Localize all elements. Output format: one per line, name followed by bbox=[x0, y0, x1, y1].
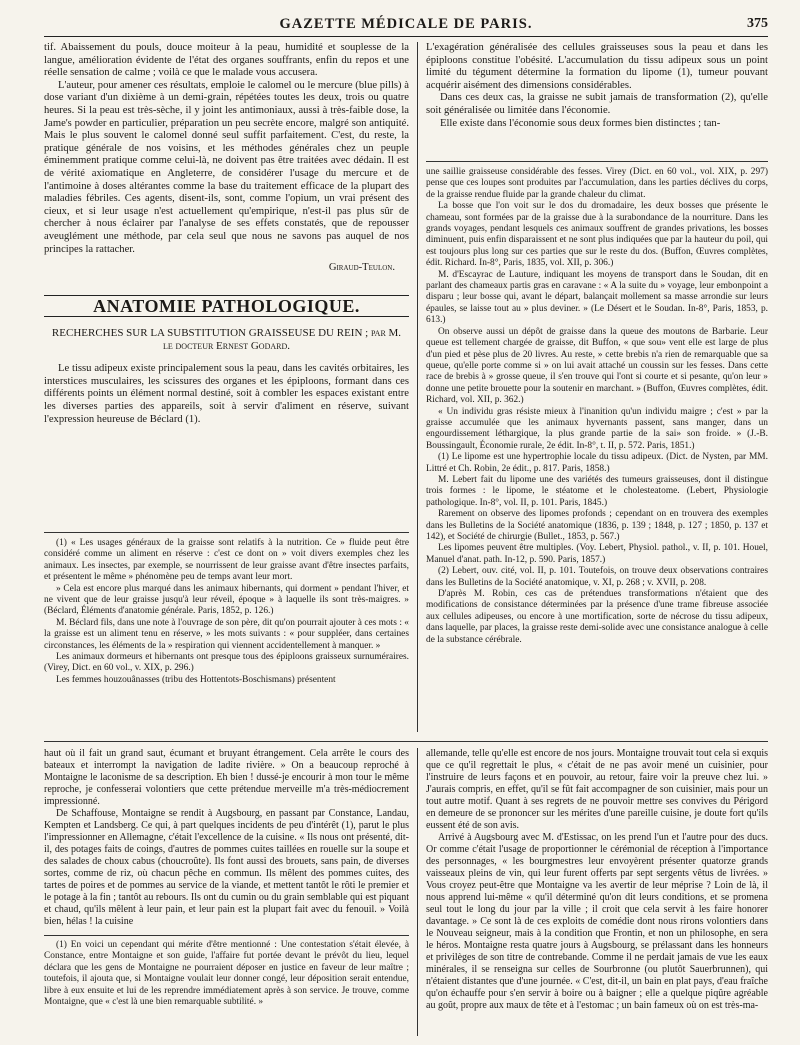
footnote: « Un individu gras résiste mieux à l'inanition qu'un individu maigre ; c'est » par la graisse accumulée que les animaux hyvernants passent, sans manger, dans un engourdissement léthargique, la plus grande partie de la sai» son froide. » (J.-B. Boussingault, Économie rurale, 2e édit. In-8°, t. II, p. 572. Paris, 1851.) bbox=[426, 406, 768, 451]
left-column bbox=[44, 42, 409, 532]
footnote: Rarement on observe des lipomes profonds ; cependant on en trouvera des exemples dans les Bulletins de la Société anatomique (1836, p. 139 ; 1848, p. 127 ; 1850, p. 137 et 142), et Société de chirurgie (Bullet., 1853, p. 567.) bbox=[426, 509, 768, 542]
column-rule-lower bbox=[417, 748, 418, 1036]
note-rule-left bbox=[44, 532, 409, 533]
footnote: Les lipomes peuvent être multiples. (Voy. Lebert, Physiol. pathol., v. II, p. 101. Houel, Manuel d'anat. path. In-12, p. 590. Paris, 1857.) bbox=[426, 543, 768, 565]
note-rule-right bbox=[426, 161, 768, 162]
footnote: La bosse que l'on voit sur le dos du dromadaire, les deux bosses que présente le chameau, sont formées par de la graisse due à la surabondance de la nourriture. Dans les grands voyages, pendant lesquels ces animaux souffrent de grandes privations, les bosses diminuent, puis enfin disparaissent et ne sont plus indiquées que par la hauteur du poil, qui est toujours plus long sur ces parties que sur le reste du dos. (Buffon, Œuvres complètes, édit. Richard. In-8°, Paris, 1835, vol. XII, p. 306.) bbox=[426, 201, 768, 269]
page-number: 375 bbox=[747, 16, 768, 31]
footnote: M. Lebert fait du lipome une des variétés des tumeurs graisseuses, dont il distingue trois formes : le lipome, le stéatome et le cholesteatome. (Lebert, Physiologie pathologique. In-8°, vol. II, p. 101. Paris, 1845.) bbox=[426, 474, 768, 508]
paragraph: allemande, telle qu'elle est encore de nos jours. Montaigne trouvait tout cela si exquis que ce qu'il regrettait le plus, « c'était de ne pas avoir mené un cuisinier, pour l'instruire de leurs façons et en pouvoir, au retour, faire voir la preuve chez lui. » J'aurais compris, en effet, qu'il se fût fait accompagner de son cuisinier, mais pour un tout autre motif. Quant à ses regrets de ne pouvoir mettre ses convives du Périgord en demeure de se prononcer sur les mérites d'une pareille cuisine, je doute fort qu'ils eussent été de son avis. bbox=[426, 748, 768, 831]
footnote: » Cela est encore plus marqué dans les animaux hibernants, qui dorment » pendant l'hiver, et ne vivent que de leur graisse jusqu'à leur réveil, époque » à laquelle ils sont très-maigres. » (Béclard, Éléments d'anatomie générale. Paris, 1852, p. 126.) bbox=[44, 583, 409, 617]
paragraph: Dans ces deux cas, la graisse ne subit jamais de transformation (2), qu'elle soit généralisée ou limitée dans l'économie. bbox=[426, 92, 768, 116]
note-rule-bottom-left bbox=[44, 935, 409, 936]
feuilleton-left bbox=[44, 748, 409, 932]
footnote: Les femmes houzouânasses (tribu des Hottentots-Boschismans) présentent bbox=[56, 674, 336, 685]
footnote: (2) Lebert, ouv. cité, vol. II, p. 101. Toutefois, on trouve deux observations contraires dans les Bulletins de la Société anatomique, v. XI, p. 268 ; v. XVII, p. 208. bbox=[426, 566, 768, 588]
running-header bbox=[44, 14, 768, 37]
feuilleton-right bbox=[426, 748, 768, 1038]
footnote: (1) « Les usages généraux de la graisse sont relatifs à la nutrition. Ce » fluide peut être considéré comme un aliment en réserve : c'est ce dont on » voit divers exemples chez les animaux. Les insectes, par exemple, se nourrissent de leur graisse avant d'être insectes parfaits, et présentent le même » phénomène peu de temps avant leur mort. bbox=[44, 538, 409, 583]
footnote: une saillie graisseuse considérable des fesses. Virey (Dict. en 60 vol., vol. XIX, p. 297) pense que ces loupes sont produites par l'accumulation, dans les parties déclives du corps, de la graisse rendue fluide par la grande chaleur du climat. bbox=[426, 167, 768, 200]
right-column bbox=[426, 42, 768, 156]
paragraph: L'exagération généralisée des cellules graisseuses sous la peau et dans les épiploons constitue l'obésité. L'accumulation du tissu adipeux sous un point limité du tégument détermine la formation du lipome (1), tumeur pouvant acquérir aisément des dimensions considérables. bbox=[426, 42, 768, 91]
footnote: D'après M. Robin, ces cas de prétendues transformations n'étaient que des modifications de consistance déterminées par la présence d'une trame fibreuse associée aux cellules adipeuses, ou encore à une mortification, sorte de nécrose du tissu adipeux, dans laquelle, par places, la graisse reste demi-solide avec une consistance analogue à celle de la substance cérébrale. bbox=[426, 589, 768, 645]
journal-title: GAZETTE MÉDICALE DE PARIS. bbox=[279, 16, 533, 32]
right-footnotes bbox=[426, 167, 768, 735]
article-subtitle: RECHERCHES SUR LA SUBSTITUTION GRAISSEUSE DU REIN ; par M. le docteur Ernest Godard. bbox=[51, 327, 402, 353]
footnote: (1) En voici un cependant qui mérite d'être mentionné : Une contestation s'était élevée, à Constance, entre Montaigne et son guide, l'affaire fut portée devant le prévôt du lieu, lequel déclara que les gens de Montaigne ne pourraient déposer en justice en faveur de leur maître ; toutefois, il ajouta que, si Montaigne voulait leur donner congé, leur déposition serait entendue, libre à eux ensuite et lui de les reprendre immédiatement après à son service. Je trouve, comme Montaigne, que « c'est là une bien remarquable subtilité. » bbox=[44, 940, 409, 1008]
horizontal-rule bbox=[44, 741, 768, 742]
footnote: On observe aussi un dépôt de graisse dans la queue des moutons de Barbarie. Leur queue est tellement chargée de graisse, dit Buffon, « que sou» vent elle est large de plus d'un pied et pèse plus de 20 livres. Au reste, » cette brebis n'a rien de remarquable que sa queue, qu'elle porte comme si » on lui avait attaché un coussin sur les fesses. Dans cette race de brebis à » grosse queue, il s'en trouve qui l'ont si courte et si pesante, qu'on leur » donne une petite brouette pour la soutenir en marchant. » (Buffon, Œuvres complètes, édit. Richard, vol. XII, p. 362.) bbox=[426, 326, 768, 406]
footnote: (1) Le lipome est une hypertrophie locale du tissu adipeux. (Dict. de Nysten, par MM. Littré et Ch. Robin, 2e édit., p. 817. Paris, 1858.) bbox=[426, 452, 768, 474]
paragraph: Arrivé à Augsbourg avec M. d'Estissac, on les prend l'un et l'autre pour des ducs. Or comme c'était l'usage de proportionner le cérémonial de réception à l'importance des personnages, « les bourgmestres leur envoyèrent présenter quatorze grands vaisseaux pleins de vin, qui leur furent offerts par sept sergents vêtus de livrées. » Vous croyez peut-être que Montaigne va les avertir de leur méprise ? Loin de là, il nous apprend lui-même « qu'il déterminé qu'on dit leurs conditions, et se promena seul tout le long du jour par la ville ; il croit que cela servit à les faire honorer davantage. » Ce sont là de ces exploits de comédie dont nous rirons volontiers dans le Nouveau seigneur, mais à la condition que Frontin, et non un philosophe, en sera le héros. Montaigne resta quatre jours à Augsbourg, se prélassant dans les honneurs et privilèges de son titre de contrebande. Comme il ne perdait jamais de vue les eaux minérales, il se renseigna sur celles de Sourbronne (ou plutôt Sauerbrunnen), qui n'étaient distantes que d'une journée. « C'est, dit-il, un bain en plat pays, d'eau fraîche qu'on échauffe pour s'en servir à boire ou à baigner ; elle a quelque piqûre agréable au goût, propre aux maux de tête et à l'estomac ; un bain fameux où on est très-ma- bbox=[426, 832, 768, 1011]
column-rule bbox=[417, 42, 418, 732]
footnote: M. d'Escayrac de Lauture, indiquant les moyens de transport dans le Soudan, dit en parlant des chameaux partis gras en caravane : « A la suite du » voyage, leur embonpoint a disparu ; leur bosse qui, avant le départ, balançait mollement sa masse arrondie sur leurs épaules, se laisse tout au » plus deviner. » (Le Désert et le Soudan. In-8°, Paris, 1853, p. 613.) bbox=[426, 269, 768, 326]
footnote: Les animaux dormeurs et hibernants ont presque tous des épiploons graisseux surnuméraires. (Virey, Dict. en 60 vol., v. XIX, p. 296.) bbox=[44, 652, 409, 674]
paragraph: haut où il fait un grand saut, écumant et bruyant étrangement. Cela arrête le cours des bateaux et interrompt la navigation de ladite rivière. » On a beaucoup reproché à Montaigne le laconisme de sa description. Eh bien ! dussé-je encourir à mon tour le même reproche, je confesserai volontiers que cette prétendue merveille m'a très-médiocrement impressionné. bbox=[44, 748, 409, 807]
paragraph: tif. Abaissement du pouls, douce moiteur à la peau, humidité et souplesse de la langue, amélioration évidente de l'état des organes souffrants, enfin du repos et une réelle sensation de calme ; voilà ce que le malade vous accusera. bbox=[44, 42, 409, 79]
paragraph: Le tissu adipeux existe principalement sous la peau, dans les cavités orbitaires, les interstices musculaires, les scissures des organes et les épiploons, formant dans ces différents points un élément normal destiné, soit à combler les espaces existant entre les diverses parties des appareils, soit à servir d'aliment en réserve, suivant l'expression heureuse de Béclard (1). bbox=[44, 363, 409, 425]
left-footnotes bbox=[44, 538, 409, 736]
footnote: M. Béclard fils, dans une note à l'ouvrage de son père, dit qu'on pourrait ajouter à ces mots : « la graisse est un aliment tenu en réserve, » les mots suivants : « pour suppléer, dans certaines circonstances, les éléments de la » respiration qui viennent accidentellement à manquer. » bbox=[44, 617, 409, 651]
author-signature: Giraud-Teulon. bbox=[328, 262, 395, 274]
paragraph: Elle existe dans l'économie sous deux formes bien distinctes ; tan- bbox=[440, 117, 721, 129]
feuilleton-footnote bbox=[44, 940, 409, 1038]
paragraph: De Schaffouse, Montaigne se rendit à Augsbourg, en passant par Constance, Landau, Kempten et Landsberg. Ce qui, à part quelques incidents de peu d'intérêt (1), parut le plus l'impressionner en Allemagne, c'était l'excellence de la cuisine. « Ils nous ont présenté, dit-il, des potages faits de coings, d'autres de pommes cuites taillées en rouelle sur la soupe et des salades de choux cabus (choucroûte). Ils font aussi des brouets, sans pain, de diverses sortes, comme de riz, où chacun pêche en commun. Ils mêlent des pommes cuites, des tartes de poires et de pommes au service de la viande, et mettent tantôt le rôti le premier et le potage à la fin ; tantôt au rebours. Ils ont du cumin ou du grain semblable qui est piquant et chaud, qu'ils mêlent à leur pain, et leur pain est la plupart fait avec du fenouil. » Voilà bien, hélas ! la cuisine bbox=[44, 808, 409, 927]
section-heading: ANATOMIE PATHOLOGIQUE. bbox=[44, 295, 409, 318]
paragraph: L'auteur, pour amener ces résultats, emploie le calomel ou le mercure (blue pills) à dose variant d'un dixième à un demi-grain, répétées toutes les deux, trois ou quatre heures. Si la peau est très-sèche, il y joint les antimoniaux, aussi à très-faible dose, la Jame's powder en particulier, préparation un peu secrète encore, malgré son antiquité. Mais le plus souvent le calomel donné seul suffit parfaitement. C'est, du reste, la pratique générale de nos voisins, et les méthodes générales chez un peuple éminemment pratique comme celui-là, ne doivent pas être traitées avec dédain. Il est de vérité axiomatique en Angleterre, de considérer l'usage du mercure et de l'antimoine à doses altérantes comme la base du traitement efficace de la plupart des maladies fébriles. Ces agents, disent-ils, sont, comme l'opium, un vrai présent des cieux, et si leur usage n'est actuellement qu'empirique, n'est-il pas plus sûr de chercher à nous éclairer par l'analyse de ses effets constatés, que de repousser aveuglément une méthode, par cela seul que nous ne savons pas auquel de nos principes la rattacher. bbox=[44, 79, 409, 255]
